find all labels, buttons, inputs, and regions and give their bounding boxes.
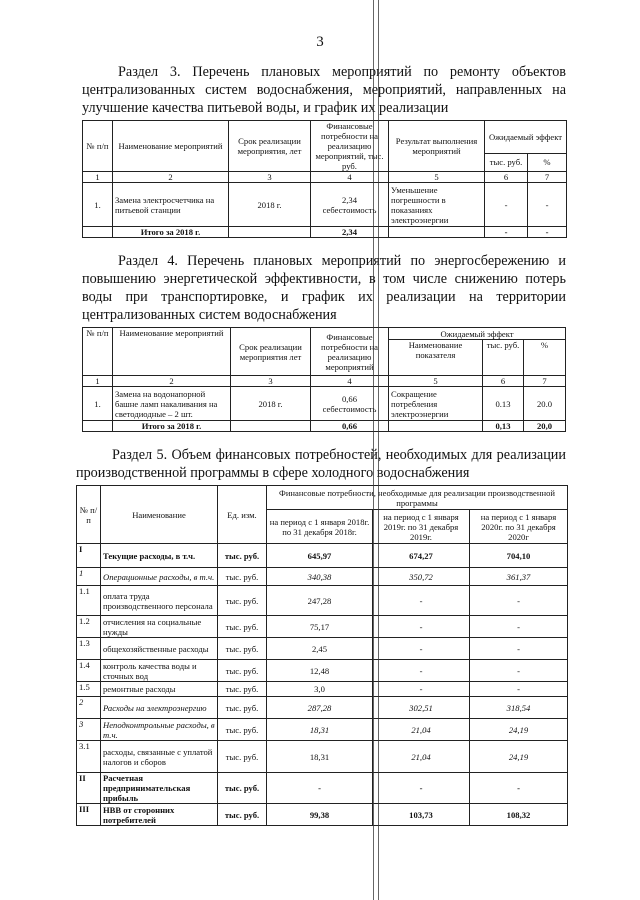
cell-term: 2018 г. [231, 387, 311, 421]
cell-name: Текущие расходы, в т.ч. [101, 544, 218, 568]
cell-2019: - [373, 773, 470, 804]
total-rub: - [485, 227, 528, 238]
cell-name: Расходы на электроэнергию [101, 697, 218, 719]
table-row [77, 660, 568, 682]
cell-unit: тыс. руб. [218, 586, 267, 616]
col-number: 7 [528, 172, 567, 183]
cell-unit: тыс. руб. [218, 660, 267, 682]
cell-rub: - [485, 183, 528, 227]
cell-2018: 75,17 [267, 616, 373, 638]
table-row [77, 638, 568, 660]
cell-2020: 318,54 [470, 697, 568, 719]
cell-cost [311, 387, 389, 421]
header-cell: Финансовые потребности на реализацию мероприятий [311, 328, 389, 376]
cell-name: Замена электросчетчика на питьевой станции [113, 183, 229, 227]
cell-2019: 103,73 [373, 804, 470, 826]
cell-number: II [77, 773, 101, 804]
cell-2018: - [267, 773, 373, 804]
col-number: 1 [83, 376, 113, 387]
cell-number: 1.4 [77, 660, 101, 682]
cell-2020: 24,19 [470, 719, 568, 741]
cell-number: 1. [83, 387, 113, 421]
cell-unit: тыс. руб. [218, 544, 267, 568]
cell-result: Уменьшение погрешности в показаниях электроэнергии [389, 183, 485, 227]
header-cell: % [524, 340, 566, 376]
cost-value: 2,34 [341, 194, 358, 205]
cell-2018: 340,38 [267, 568, 373, 586]
header-cell: Результат выполнения мероприятий [389, 121, 485, 172]
cell-unit: тыс. руб. [218, 638, 267, 660]
header-cell: Финансовые потребности, необходимые для реализации производственной программы [267, 486, 568, 510]
total-label: Итого за 2018 г. [113, 227, 229, 238]
total-cost: 0,66 [311, 421, 389, 432]
cell-2019: - [373, 616, 470, 638]
cell-indicator: Сокращение потребления электроэнергии [389, 387, 483, 421]
section4-table [82, 327, 566, 432]
cell-name: НВВ от сторонних потребителей [101, 804, 218, 826]
table-row [83, 183, 567, 227]
cell-number: 2 [77, 697, 101, 719]
cell-name: Расчетная предпринимательская прибыль [101, 773, 218, 804]
cell-2019: 674,27 [373, 544, 470, 568]
cell-2018: 287,28 [267, 697, 373, 719]
cell-name: Неподконтрольные расходы, в т.ч. [101, 719, 218, 741]
cell-number: III [77, 804, 101, 826]
total-rub: 0,13 [483, 421, 524, 432]
header-cell: Ед. изм. [218, 486, 267, 544]
table-row [77, 682, 568, 697]
cell-unit: тыс. руб. [218, 773, 267, 804]
cell-name: Замена на водонапорной башне ламп накаливания на светодиодные – 2 шт. [113, 387, 231, 421]
cell-unit: тыс. руб. [218, 682, 267, 697]
table-row [77, 741, 568, 773]
cell-name: расходы, связанные с уплатой налогов и сборов [101, 741, 218, 773]
header-cell: тыс. руб. [483, 340, 524, 376]
cell-number: 1.5 [77, 682, 101, 697]
cell-name: Операционные расходы, в т.ч. [101, 568, 218, 586]
cell-2019: - [373, 682, 470, 697]
cell-2020: - [470, 660, 568, 682]
cell-name: оплата труда производственного персонала [101, 586, 218, 616]
cell-number: 3 [77, 719, 101, 741]
header-cell: тыс. руб. [485, 153, 528, 171]
col-number: 1 [83, 172, 113, 183]
col-number: 5 [389, 172, 485, 183]
cell-name: контроль качества воды и сточных вод [101, 660, 218, 682]
cell-number: 3.1 [77, 741, 101, 773]
cell-2019: 21,04 [373, 719, 470, 741]
section4-heading: Раздел 4. Перечень плановых мероприятий по энергосбережению и повышению энергетической эффективности, в том числе снижению потерь воды при транспортировке, и график их реализации на территории централизованных систем водоснабжения [82, 253, 566, 323]
total-pct: 20,0 [524, 421, 566, 432]
cell-name: отчисления на социальные нужды [101, 616, 218, 638]
header-cell: на период с 1 января 2019г. по 31 декабря 2019г. [373, 510, 470, 544]
cell-2018: 247,28 [267, 586, 373, 616]
cell-2019: 21,04 [373, 741, 470, 773]
table-row [77, 773, 568, 804]
cell-2020: - [470, 616, 568, 638]
table-row [77, 697, 568, 719]
header-cell: Финансовые потребности на реализацию мероприятий, тыс. руб. [311, 121, 389, 172]
cell-2020: - [470, 586, 568, 616]
cell-2020: 704,10 [470, 544, 568, 568]
header-cell: Ожидаемый эффект [485, 121, 567, 154]
cell-unit: тыс. руб. [218, 568, 267, 586]
col-number: 3 [231, 376, 311, 387]
header-cell: № п/п [83, 328, 113, 376]
header-cell: Срок реализации мероприятия, лет [229, 121, 311, 172]
cell-name: общехозяйственные расходы [101, 638, 218, 660]
cell-2020: - [470, 682, 568, 697]
cell-term: 2018 г. [229, 183, 311, 227]
cell-unit: тыс. руб. [218, 697, 267, 719]
cell-number: 1 [77, 568, 101, 586]
col-number: 2 [113, 172, 229, 183]
header-cell: Срок реализации мероприятия лет [231, 328, 311, 376]
cell-name: ремонтные расходы [101, 682, 218, 697]
cell-2019: 302,51 [373, 697, 470, 719]
cell-2018: 2,45 [267, 638, 373, 660]
cell-2020: 108,32 [470, 804, 568, 826]
cell-unit: тыс. руб. [218, 616, 267, 638]
cell-unit: тыс. руб. [218, 719, 267, 741]
section5-heading: Раздел 5. Объем финансовых потребностей, необходимых для реализации производственной программы в сфере холодного водоснабжения [76, 447, 566, 481]
cost-note: себестоимость [322, 204, 377, 215]
col-number: 6 [483, 376, 524, 387]
table-row [77, 568, 568, 586]
cost-value: 0,66 [341, 393, 358, 404]
cell-2019: - [373, 660, 470, 682]
col-number: 3 [229, 172, 311, 183]
col-number: 4 [311, 172, 389, 183]
header-cell: на период с 1 января 2018г. по 31 декабря 2018г. [267, 510, 373, 544]
section5-table [76, 485, 568, 826]
cell-2018: 18,31 [267, 719, 373, 741]
cell-2020: - [470, 638, 568, 660]
cell-2019: - [373, 586, 470, 616]
header-cell: % [528, 153, 567, 171]
cell-number: 1.1 [77, 586, 101, 616]
header-cell: Наименование мероприятий [113, 328, 231, 376]
table-row [77, 719, 568, 741]
cell-2020: 24,19 [470, 741, 568, 773]
table-row [77, 616, 568, 638]
table-row [77, 804, 568, 826]
page-number: 3 [316, 34, 324, 50]
header-cell: Ожидаемый эффект [389, 328, 566, 340]
cell-2018: 645,97 [267, 544, 373, 568]
col-number: 2 [113, 376, 231, 387]
table-row [77, 586, 568, 616]
total-row [83, 421, 566, 432]
col-number: 5 [389, 376, 483, 387]
section3-table [82, 120, 567, 238]
header-cell: на период с 1 января 2020г. по 31 декабря 2020г [470, 510, 568, 544]
cell-2018: 12,48 [267, 660, 373, 682]
cell-pct: 20.0 [524, 387, 566, 421]
cell-2018: 99,38 [267, 804, 373, 826]
cell-number: 1.2 [77, 616, 101, 638]
cell-unit: тыс. руб. [218, 804, 267, 826]
col-number: 4 [311, 376, 389, 387]
cell-2019: 350,72 [373, 568, 470, 586]
cell-2018: 3,0 [267, 682, 373, 697]
cell-number: 1.3 [77, 638, 101, 660]
table-row [77, 544, 568, 568]
header-cell: Наименование мероприятий [113, 121, 229, 172]
col-number: 7 [524, 376, 566, 387]
total-row [83, 227, 567, 238]
cell-2020: - [470, 773, 568, 804]
cell-number: I [77, 544, 101, 568]
table-row [83, 387, 566, 421]
header-cell: № п/п [83, 121, 113, 172]
cell-2020: 361,37 [470, 568, 568, 586]
total-label: Итого за 2018 г. [113, 421, 231, 432]
cost-note: себестоимость [322, 403, 377, 414]
col-number: 6 [485, 172, 528, 183]
cell-2018: 18,31 [267, 741, 373, 773]
header-cell: Наименование [101, 486, 218, 544]
cell-2019: - [373, 638, 470, 660]
header-cell: № п/п [77, 486, 101, 544]
cell-pct: - [528, 183, 567, 227]
cell-number: 1. [83, 183, 113, 227]
cell-unit: тыс. руб. [218, 741, 267, 773]
header-cell: Наименование показателя [389, 340, 483, 376]
section3-heading: Раздел 3. Перечень плановых мероприятий по ремонту объектов централизованных систем водоснабжения, мероприятий, направленных на улучшение качества питьевой воды, и график их реализации [82, 64, 566, 116]
cell-cost [311, 183, 389, 227]
total-cost: 2,34 [311, 227, 389, 238]
total-pct: - [528, 227, 567, 238]
cell-rub: 0.13 [483, 387, 524, 421]
